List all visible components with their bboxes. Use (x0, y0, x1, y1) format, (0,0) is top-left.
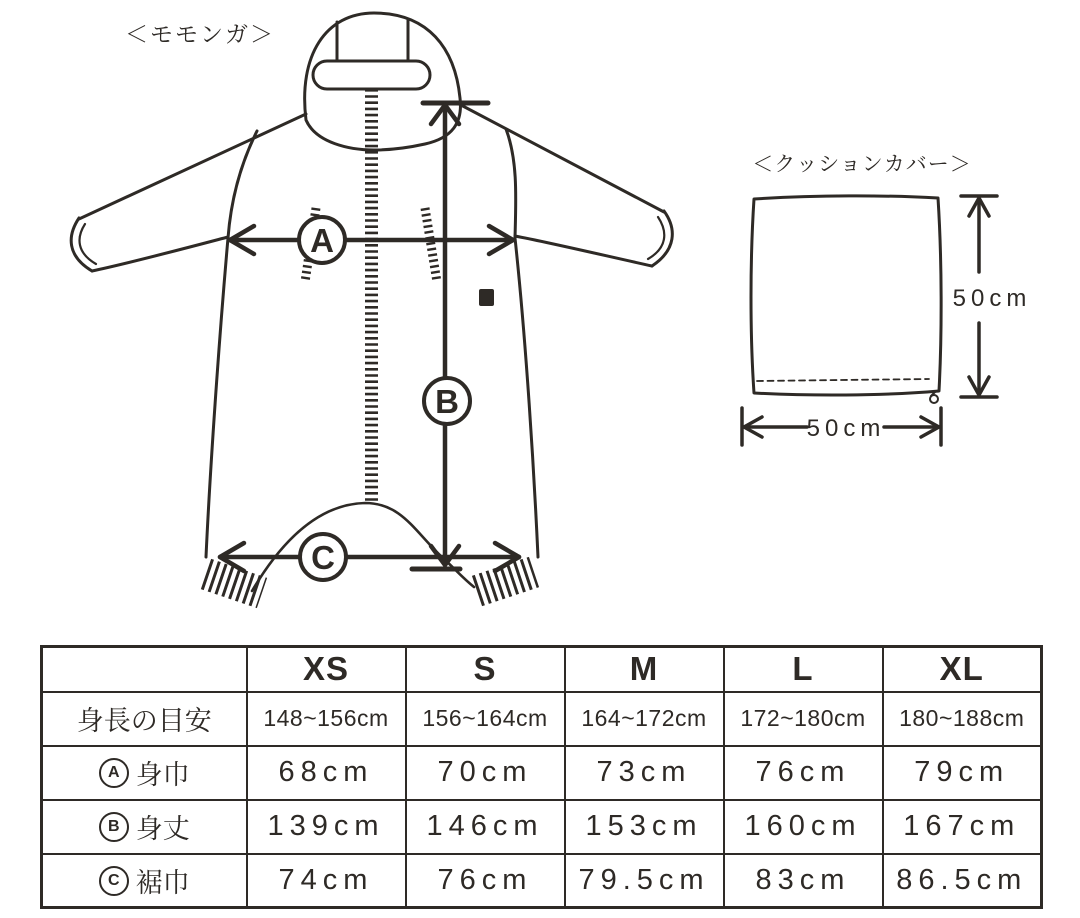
size-col-header-l: L (724, 647, 883, 692)
size-table-header-row (42, 647, 1042, 692)
measure-b (412, 103, 488, 569)
cushion-diagram (742, 153, 1031, 445)
cushion-drawing (751, 196, 941, 403)
size-table (40, 645, 1043, 909)
row-label-text: 裾巾 (135, 868, 190, 898)
row-label-text: 身巾 (135, 760, 190, 791)
cushion-width-dimension (742, 408, 941, 445)
row-header-height-guide (42, 692, 247, 746)
cushion-outline (751, 196, 941, 395)
row-circle-letter-a: A (99, 758, 129, 788)
measure-c (220, 534, 519, 580)
sleeve-cuff-left (71, 218, 92, 271)
hood-opening-band (313, 61, 430, 89)
body-length-s: 146cm (406, 800, 565, 854)
body-width-s: 70cm (406, 746, 565, 800)
height-guide-s: 156~164cm (406, 692, 565, 746)
body-length-xs: 139cm (247, 800, 406, 854)
hem-width-xs: 74cm (247, 854, 406, 908)
garment-drawing (71, 13, 672, 593)
measure-c-label: C (311, 539, 335, 576)
row-circle-letter-c: C (99, 866, 129, 896)
leg-cuff-right (477, 572, 534, 591)
table-corner-cell (42, 647, 247, 692)
underarm-right (515, 236, 652, 266)
shoulder-seam-right (459, 104, 664, 212)
hem-width-xl: 86.5cm (883, 854, 1042, 908)
cushion-title: ＜クッションカバー＞ (752, 153, 972, 176)
row-header-hem-width (42, 854, 247, 908)
body-length-l: 160cm (724, 800, 883, 854)
height-guide-l: 172~180cm (724, 692, 883, 746)
size-col-header-m: M (565, 647, 724, 692)
height-guide-m: 164~172cm (565, 692, 724, 746)
row-circle-letter-b: B (99, 812, 129, 842)
row-label-text: 身丈 (135, 814, 190, 845)
measure-a (230, 217, 513, 263)
underarm-left (92, 237, 228, 271)
body-length-xl: 167cm (883, 800, 1042, 854)
row-header-body-width (42, 746, 247, 800)
table-row-height-guide (42, 692, 1042, 746)
brand-tag (479, 289, 494, 306)
hem-width-l: 83cm (724, 854, 883, 908)
cushion-height-dimension (953, 196, 1032, 397)
row-header-body-length (42, 800, 247, 854)
height-guide-xs: 148~156cm (247, 692, 406, 746)
body-width-l: 76cm (724, 746, 883, 800)
size-col-header-xl: XL (883, 647, 1042, 692)
sleeve-cuff-left-inner (80, 224, 96, 264)
body-side-right (515, 238, 538, 557)
hem-width-m: 79.5cm (565, 854, 724, 908)
measure-b-label: B (435, 383, 459, 420)
size-col-header-xs: XS (247, 647, 406, 692)
table-row-body-length (42, 800, 1042, 854)
body-width-xs: 68cm (247, 746, 406, 800)
body-width-m: 73cm (565, 746, 724, 800)
table-row-body-width (42, 746, 1042, 800)
garment-title: ＜モモンガ＞ (125, 21, 275, 47)
sleeve-cuff-right (652, 211, 672, 266)
sleeve-cuff-right-inner (648, 217, 664, 259)
armpit-curve-right (506, 129, 516, 238)
height-guide-xl: 180~188cm (883, 692, 1042, 746)
pocket-slash-right (425, 208, 437, 282)
row-label-text: 身長の目安 (76, 706, 212, 736)
body-length-m: 153cm (565, 800, 724, 854)
cushion-height-label: 50cm (952, 285, 1032, 312)
size-col-header-s: S (406, 647, 565, 692)
body-width-xl: 79cm (883, 746, 1042, 800)
garment-diagram (71, 13, 672, 593)
leg-arch (252, 503, 474, 591)
measure-a-label: A (310, 222, 334, 259)
table-row-hem-width (42, 854, 1042, 908)
hem-width-s: 76cm (406, 854, 565, 908)
cushion-zipper-stitch (757, 379, 929, 381)
body-side-left (206, 238, 228, 557)
shoulder-seam-left (79, 114, 306, 219)
cushion-width-label: 50cm (806, 415, 886, 442)
